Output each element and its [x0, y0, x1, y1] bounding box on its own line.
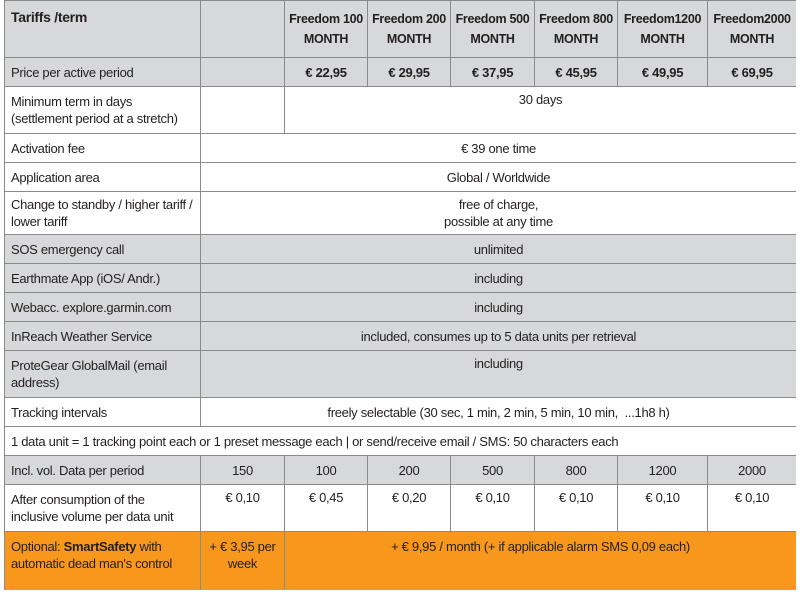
application-area-row	[5, 163, 797, 192]
incl-vol-row	[5, 456, 797, 485]
price-label: Price per active period	[5, 58, 201, 87]
globalmail-row	[5, 351, 797, 398]
plan-period: MONTH	[640, 32, 685, 46]
smartsafety-prefix: Optional:	[11, 539, 64, 554]
min-term-label: Minimum term in days (settlement period at a stretch)	[5, 87, 201, 134]
application-area-value: Global / Worldwide	[201, 163, 797, 192]
tracking-label: Tracking intervals	[5, 398, 201, 427]
change-tariff-row	[5, 192, 797, 235]
earthmate-label: Earthmate App (iOS/ Andr.)	[5, 264, 201, 293]
weather-row	[5, 322, 797, 351]
empty-header-cell	[201, 1, 285, 58]
sos-label: SOS emergency call	[5, 235, 201, 264]
plan-name: Freedom2000	[713, 12, 791, 26]
plan-period: MONTH	[386, 32, 432, 46]
globalmail-label: ProteGear GlobalMail (email address)	[5, 351, 201, 398]
incl-vol-value: 2000	[708, 456, 797, 485]
incl-vol-value: 150	[201, 456, 285, 485]
plan-header-freedom-800	[535, 1, 618, 58]
after-consumption-value: € 0,10	[708, 485, 797, 532]
plan-header-freedom-200	[368, 1, 451, 58]
plan-name: Freedom 200	[372, 12, 446, 26]
weather-label: InReach Weather Service	[5, 322, 201, 351]
earthmate-value: including	[201, 264, 797, 293]
after-consumption-value: € 0,10	[618, 485, 708, 532]
tariff-table-container	[4, 0, 796, 590]
plan-name: Freedom 500	[455, 12, 530, 26]
empty-cell	[201, 58, 285, 87]
min-term-row	[5, 87, 797, 134]
activation-fee-value: € 39 one time	[201, 134, 797, 163]
plan-name: Freedom 100	[289, 12, 363, 26]
price-freedom-200: € 29,95	[368, 58, 451, 87]
price-freedom-1200: € 49,95	[618, 58, 708, 87]
weather-value: included, consumes up to 5 data units per retrieval	[201, 322, 797, 351]
price-freedom-800: € 45,95	[535, 58, 618, 87]
plan-period: MONTH	[553, 32, 599, 46]
plan-name: Freedom 800	[539, 12, 613, 26]
after-consumption-label: After consumption of the inclusive volume per data unit	[5, 485, 201, 532]
incl-vol-value: 800	[535, 456, 618, 485]
after-consumption-value: € 0,45	[285, 485, 368, 532]
smartsafety-suffix: with automatic dead man's control	[11, 539, 173, 571]
plan-header-freedom-500	[451, 1, 535, 58]
tariffs-term-header: Tariffs /term	[5, 1, 201, 58]
after-consumption-value: € 0,10	[201, 485, 285, 532]
after-consumption-value: € 0,10	[451, 485, 535, 532]
smartsafety-name: SmartSafety	[63, 539, 137, 554]
activation-fee-label: Activation fee	[5, 134, 201, 163]
smartsafety-monthly-price: + € 9,95 / month (+ if applicable alarm SMS 0,09 each)	[285, 532, 797, 591]
earthmate-row	[5, 264, 797, 293]
table-header-row	[5, 1, 797, 58]
tracking-value: freely selectable (30 sec, 1 min, 2 min, 5 min, 10 min, ...1h8 h)	[201, 398, 797, 427]
price-freedom-100: € 22,95	[285, 58, 368, 87]
plan-period: MONTH	[303, 32, 349, 46]
change-tariff-value: free of charge, possible at any time	[201, 192, 797, 235]
webacc-label: Webacc. explore.garmin.com	[5, 293, 201, 322]
after-consumption-row	[5, 485, 797, 532]
application-area-label: Application area	[5, 163, 201, 192]
incl-vol-value: 200	[368, 456, 451, 485]
smartsafety-label	[5, 532, 201, 591]
data-unit-note-row	[5, 427, 797, 456]
incl-vol-value: 100	[285, 456, 368, 485]
smartsafety-row	[5, 532, 797, 591]
change-tariff-label: Change to standby / higher tariff / lower tariff	[5, 192, 201, 235]
tracking-row	[5, 398, 797, 427]
plan-header-freedom-100	[285, 1, 368, 58]
empty-cell	[201, 87, 285, 134]
plan-header-freedom-2000	[708, 1, 797, 58]
webacc-value: including	[201, 293, 797, 322]
data-unit-note: 1 data unit = 1 tracking point each or 1 preset message each | or send/receive email / SMS: 50 characters each	[5, 427, 797, 456]
incl-vol-value: 1200	[618, 456, 708, 485]
sos-value: unlimited	[201, 235, 797, 264]
globalmail-value: including	[201, 351, 797, 398]
sos-row	[5, 235, 797, 264]
after-consumption-value: € 0,10	[535, 485, 618, 532]
smartsafety-weekly-price: + € 3,95 per week	[201, 532, 285, 591]
plan-header-freedom-1200	[618, 1, 708, 58]
price-row	[5, 58, 797, 87]
activation-fee-row	[5, 134, 797, 163]
plan-name: Freedom1200	[623, 12, 702, 26]
incl-vol-value: 500	[451, 456, 535, 485]
webacc-row	[5, 293, 797, 322]
min-term-value: 30 days	[285, 87, 797, 134]
plan-period: MONTH	[470, 32, 515, 46]
plan-period: MONTH	[729, 32, 775, 46]
after-consumption-value: € 0,20	[368, 485, 451, 532]
price-freedom-2000: € 69,95	[708, 58, 797, 87]
incl-vol-label: Incl. vol. Data per period	[5, 456, 201, 485]
tariff-table	[4, 0, 796, 590]
price-freedom-500: € 37,95	[451, 58, 535, 87]
